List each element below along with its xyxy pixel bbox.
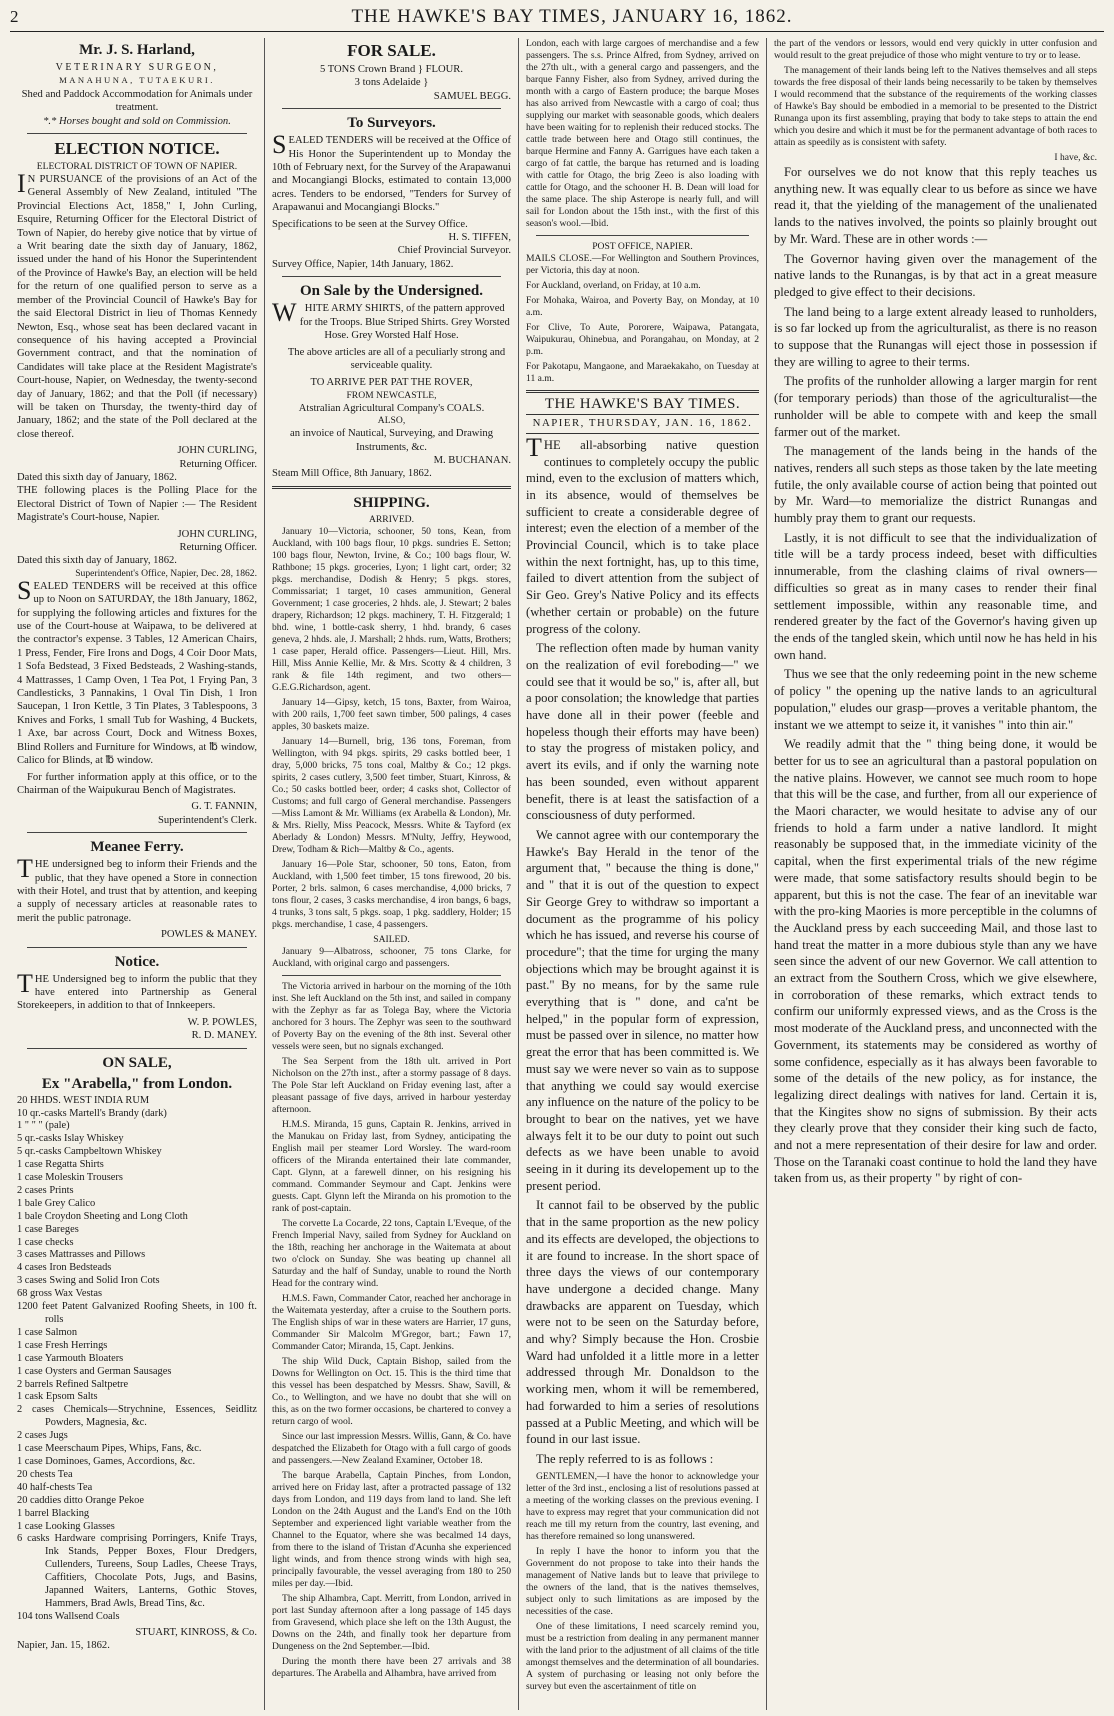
editorial-paragraph: The land being to a large extent already leased to runholders, is so far locked up from the agriculturalist, as there is no reason to suppose that the Runangas will eject those in possession if they are willing to agree to their terms.: [774, 304, 1097, 369]
sale-item: 1 cask Epsom Salts: [17, 1391, 98, 1403]
shipping-news-item: During the month there have been 27 arrivals and 38 departures. The Arabella and Alhambra, have arrived from: [272, 1655, 511, 1679]
shipping-news-item: H.M.S. Fawn, Commander Cator, reached her anchorage in the Waitemata yesterday, after a cruise to the Southern ports. The English ships of war in these waters are Harrier, 17 guns, Commander Sir Malcolm M'Gregor, bart.; Fawn 17, Commander Cator; Miranda, 15, Capt. Jenkins.: [272, 1292, 511, 1352]
sale-item: 1 case Meerschaum Pipes, Whips, Fans, &c.: [17, 1443, 202, 1455]
sale-item: 68 gross Wax Vestas: [17, 1288, 103, 1300]
editorial-body-continued: [774, 164, 1097, 1187]
column-3: [518, 38, 766, 1710]
sale-item: 104 tons Wallsend Coals: [17, 1610, 120, 1622]
sale-title: ON SALE,: [102, 1054, 172, 1071]
editorial-body: [526, 432, 759, 1468]
mail-schedule-item: For Auckland, overland, on Friday, at 10 a.m.: [526, 280, 701, 291]
post-office-title: POST OFFICE, NAPIER.: [592, 241, 693, 252]
election-dated: Dated this sixth day of January, 1862.: [17, 471, 177, 483]
sale-item: 1 case Yarmouth Bloaters: [17, 1352, 124, 1364]
sale-item: 40 half-chests Tea: [17, 1481, 93, 1493]
newspaper-title: THE HAWKE'S BAY TIMES, JANUARY 16, 1862.: [351, 6, 793, 27]
post-mails: [526, 253, 759, 385]
surveyors-title: To Surveyors.: [347, 115, 436, 132]
tender-role: Superintendent's Clerk.: [157, 814, 257, 826]
sale-item: 1 case Oysters and German Sausages: [17, 1365, 172, 1377]
election-signer: JOHN CURLING,: [177, 445, 257, 457]
editorial-paragraph: We readily admit that the " thing being done, it would be better for us to see an agricultural than a pastoral population on the native plains. However, we cannot see much room to hope that this will be the case, and further, from all our experience of the Maori character, we would hesitate to advise any of our friends to hold a farm under a native landlord. It might reasonably be supposed that, in the immediate vicinity of the capital, when the first experimental trials of the new régime were made, that some satisfactory results should begin to be apparent, but this is not the case. The fear of an inevitable war with the pro-king Maories is more perceptible in the columns of the Auckland press by each succeeding Mail, and those last to hand treat the matter in a more dubious style than any we have seen since the advent of our new Governor. We call attention to an extract from the Southern Cross, which we give elsewhere, in corroboration of these remarks, which extract tends to confirm our uniformly expressed views, and as the Cross is the most moderate of the Auckland press, and unconnected with the Government, its statements may be considered as worthy of some confidence, especially as it has always been favorable to some of the details of the new policy, as for instance, the legalizing direct dealings with natives for land. Certain it is, that the Kingites show no signs of submission. By their acts they clearly prove that they consider their king such de facto, and not a mere representation of their desire for law and order. Those on the Taranaki coast continue to hold the land they have taken from us, as their property " by right of con-: [774, 737, 1097, 1186]
sale-item: 1 case Fresh Herrings: [17, 1339, 108, 1351]
arrive-from: FROM NEWCASTLE,: [346, 389, 437, 401]
divider: [27, 947, 247, 948]
sale-dated: Napier, Jan. 15, 1862.: [17, 1640, 110, 1652]
editorial-paragraph: Thus we see that the only redeeming point in the new scheme of policy " the opening up the native lands to an agricultural population," eludes our grasp—proves a veritable phantom, the instant we we attempt to seize it, it vanishes " into thin air.": [774, 667, 1097, 732]
ferry-title: Meanee Ferry.: [90, 839, 184, 856]
sale-item: 1 case Dominoes, Games, Accordions, &c.: [17, 1455, 196, 1467]
letter-body-continued: [774, 65, 1097, 149]
letter-paragraph: The management of their lands being left to the Natives themselves and all steps towards the free disposal of their lands being necessarily to be taken by themselves I would recommend that the substance of the requirements of the working classes of Hawke's Bay should be embodied in a memorial to be presented to the District Runanga upon its first assembling, praying that body to take steps to attain the end which you desire and which it must be for the permanent advantage of both races to attain as speedily as is consistent with safety.: [774, 65, 1097, 148]
harland-place: MANAHUNA, TUTAEKURI.: [59, 75, 215, 86]
letter-body: [526, 1471, 759, 1693]
notice-signer-2: R. D. MANEY.: [191, 1030, 257, 1042]
onsale-quality: The above articles are all of a peculiarly strong and serviceable quality.: [287, 346, 506, 371]
shipping-entry: January 10—Victoria, schooner, 50 tons, Kean, from Auckland, with 100 bags flour, 10 pkgs. sundries E. Setton; 100 bags flour, Newton, Irvine, & Co.; 100 bags flour, W. Rathbone; 15 pkgs. groceries, Lyon; 1 light cart, order; 32 pkgs. merchandise, Dodish & Henry; 5 pkgs. stores, Commissariat; 1 target, 10 cases ammunition, General Government; 1 case groceries, 2 hhds. ale, J. Stewart; 2 bales drapery, Richardson; 12 pkgs. machinery, T. H. Fitzgerald; 1 bhd. wine, 1 bottle-cask sherry, 1 hhd. brandy, 6 cases geneva, 2 hhds. ale, J. Marshall; 2 hhds. rum, Watts, Brothers; 1 case paper, Herald office. Passengers—Lieut. Hill, Mrs. Hill, Miss Annie Kellie, Mr. & Mrs. Scotty & 4 children, 3 rank & file 14th regiment, and two others—G.E.G.Richardson, agent.: [272, 525, 511, 693]
mail-schedule-item: For Pakotapu, Mangaone, and Maraekakaho, on Tuesday at 11 a.m.: [526, 361, 759, 384]
shipping-arrivals: [272, 526, 511, 931]
sale-signer: STUART, KINROSS, & Co.: [135, 1626, 257, 1638]
sale-item: 1 " " " (pale): [17, 1120, 70, 1132]
divider: [282, 276, 501, 277]
editorial-paragraph: The profits of the runholder allowing a larger margin for rent (for temporary periods) than those of the agriculturalist—the runholder will be able to compete with and keep the small farmer out of the market.: [774, 374, 1097, 439]
sale-item: 2 cases Jugs: [17, 1430, 68, 1442]
sale-item: 2 cases Prints: [17, 1184, 74, 1196]
divider: [282, 975, 501, 976]
arrive-dated: Steam Mill Office, 8th January, 1862.: [272, 468, 432, 480]
tender-signer: G. T. FANNIN,: [191, 801, 257, 813]
arrive-signer: M. BUCHANAN.: [433, 454, 511, 466]
mail-schedule-item: For Clive, To Aute, Pororere, Waipawa, Patangata, Waipukurau, Ohinebua, and Porangahau, on Monday, at 2 p.m.: [526, 322, 759, 357]
letter-paragraph: GENTLEMEN,—I have the honor to acknowledge your letter of the 3rd inst., enclosing a list of resolutions passed at a meeting of the working classes on the previous evening. I have to express may regret that your communication did not reach me till my return from the country, last evening, and has therefore remained so long unanswered.: [526, 1470, 759, 1542]
divider: [282, 108, 501, 109]
sale-item: 1 bale Grey Calico: [17, 1197, 96, 1209]
editorial-paragraph: THE all-absorbing native question continues to completely occupy the public mind, even to the exclusion of matters which, in its absence, would of themselves be sufficient to create a considerable degree of interest; even the election of a member of the Provincial Council, which is to take place within the next fortnight, has, up to this time, failed to divert attention from the subject of Sir Geo. Grey's Native Policy and its effects (whether certain or probable) on the future progress of the colony.: [526, 432, 759, 636]
polling-body: THE following places is the Polling Place for the Electoral District of Town of Napier :— The Resident Magistrate's Court-house, Napier.: [17, 485, 257, 524]
sale-item: 1 case Looking Glasses: [17, 1520, 115, 1532]
ferry-signer: POWLES & MANEY.: [160, 929, 257, 941]
columns: [10, 38, 1104, 1710]
shipping-title: SHIPPING.: [353, 494, 430, 511]
shipping-news-item: The ship Wild Duck, Captain Bishop, sailed from the Downs for Wellington on Oct. 15. This is the third time that this vessel has been despatched by Messrs. Shaw, Savill, & Co., to Wellington, and we have no doubt that she will on this, as on the two former occasions, be chartered to convey a return cargo of wool.: [272, 1355, 511, 1427]
shipping-arrived: ARRIVED.: [368, 513, 415, 525]
masthead: [10, 6, 1104, 32]
sale-item: 1 bale Croydon Sheeting and Long Cloth: [17, 1210, 188, 1222]
mail-schedule-item: MAILS CLOSE.—For Wellington and Southern Provinces, per Victoria, this day at noon.: [526, 253, 759, 276]
letter-continued: the part of the vendors or lessors, would end very quickly in utter confusion and would result to the great prejudice of those who might venture to try or to lease.: [774, 38, 1097, 61]
editorial-paragraph: The reply referred to is as follows :: [536, 1452, 714, 1466]
arrive-coals: Atstralian Agricultural Company's COALS.: [298, 402, 485, 414]
polling-dated: Dated this sixth day of January, 1862.: [17, 555, 177, 567]
election-title: ELECTION NOTICE.: [54, 139, 220, 159]
sale-item-list: [17, 1095, 257, 1624]
page-number: 2: [10, 7, 19, 26]
letter-close: I have, &c.: [1054, 152, 1097, 163]
sale-item: 1 case Regatta Shirts: [17, 1159, 104, 1171]
shipping-news-item: The barque Arabella, Captain Pinches, from London, arrived here on Friday last, after a protracted passage of 132 days from London, and 119 days from land to land. She left London on the 24th August and the Land's End on the 10th September and experienced light variable weather from the Channel to the Equator, where she was becalmed 14 days, from there to the island of Tristan d'Acunha she experienced light winds, and from thence strong winds with high sea, principally favourable, the vessel averaging from 180 to 250 miles per day.—Ibid.: [272, 1469, 511, 1589]
editorial-paragraph: For ourselves we do not know that this reply teaches us anything new. It was equally clear to us before as since we have read it, that the yielding of the management of the unalienated lands to the natives involved, the points so plainly brought out by Mr. Ward. These are in other words :—: [774, 165, 1097, 246]
editorial-paragraph: We cannot agree with our contemporary the Hawke's Bay Herald in the tenor of the argument that, " because the thing is done," and " that it is out of the question to expect Sir George Grey to withdraw so important a document as the programme of his policy which he has issued, and reverse his course of procedure"; that the time for urging the many objections which may be brought against it is past." By no means, for by the same rule everything that is " done, and ca'nt be helped," in the popular form of expression, must be passed over in silence, no matter how great the error that has been committed is. We must say we were never so vain as to suppose that anything we could say would exercise any influence on the nature of the policy to be brought to bear on the natives, yet we have always felt it to be our duty to point out such defects as we have been unable to avoid seeing in it during its developement up to the present period.: [526, 827, 759, 1193]
surveyors-signer: H. S. TIFFEN,: [448, 232, 511, 244]
notice-title: Notice.: [114, 953, 160, 970]
onsale-body: WHITE ARMY SHIRTS, of the pattern approved for the Troops. Blue Striped Shirts. Grey Worsted Hose. Grey Worsted Half Hose.: [272, 298, 510, 342]
shipping-continued: London, each with large cargoes of merchandise and a few passengers. The s.s. Prince Alfred, from Sydney, arrived on the 27th ult., with a general cargo and passengers, and the barque Fanny Fisher, also from Sydney, arrived during the month with a cargo of Eastern produce; the barque Moses has also arrived from Newcastle with a cargo of coal; thus supplying our market with seasonable goods, which dealers have been waiting for to replenish their reduced stocks. The cattle trade between here and Otago still continues, the barque Hermine and Fanny A. Garrigues have each taken a cargo of fat cattle, the barque has returned and is loading with cattle for Otago, the brig Zeeo is also loading with cattle for Otago, and the schooner H. B. Dean will load for the same place. The ship Asterope is nearly full, and will sail for London about the 15th inst., with the first of this season's wool.—Ibid.: [526, 38, 759, 229]
column-1: [10, 38, 264, 1710]
arrive-invoice: an invoice of Nautical, Surveying, and Drawing Instruments, &c.: [290, 428, 493, 453]
shipping-sailed-entry: January 9—Albatross, schooner, 75 tons Clarke, for Auckland, with original cargo and passengers.: [272, 945, 511, 969]
shipping-news-item: The corvette La Cocarde, 22 tons, Captain L'Eveque, of the French Imperial Navy, sailed from Sydney for Auckland on the 18th, reaching her anchorage in the Waitemata at about two o'clock on Sunday. She was beating up channel all Saturday and the half of Sunday, unable to round the North Head for the contrary wind.: [272, 1217, 511, 1289]
divider: [27, 832, 247, 833]
letter-paragraph: One of these limitations, I need scarcely remind you, must be a restriction from dealing in any permanent manner with the land prior to the adjustment of all claims of the title amongst themselves and the determination of all boundaries. A system of purchasing or leasing not only before the survey but even the ascertainment of title on: [526, 1620, 759, 1692]
tender-body: SEALED TENDERS will be received at this office up to Noon on SATURDAY, the 18th January, 1862, for supplying the following articles and fixtures for the use of the Court-house at Waipawa, to be delivered at the contractor's expense. 3 Tables, 12 American Chairs, 1 Press, Fender, Fire Irons and Dogs, 4 Coir Door Mats, 1 Sofa Bedstead, 3 Fixed Bedsteads, 2 Washing-stands, 4 Mattrasses, 1 Camp Oven, 1 Tea Pot, 1 Frying Pan, 3 Candlesticks, 3 Pannakins, 1 Oval Tin Dish, 1 Iron Saucepan, 1 Iron Kettle, 3 Tin Plates, 3 Tablespoons, 3 Knives and Forks, 1 small Tub for Washing, 4 Buckets, 1 Axe, bar across Court, Dock and Witness Boxes, Blind Rollers and Furniture for Windows, at ℔ window, Calico for Blinds, at ℔ window.: [17, 575, 257, 767]
forsale-title: FOR SALE.: [347, 41, 436, 60]
shipping-news-item: Since our last impression Messrs. Willis, Gann, & Co. have despatched the Elizabeth for Otago with a full cargo of goods and passengers.—New Zealand Examiner, October 18.: [272, 1430, 511, 1466]
onsale-title: On Sale by the Undersigned.: [300, 283, 483, 300]
editorial-paragraph: The management of the lands being in the hands of the natives, renders all such steps as those taken by the late meeting futile, the only available course of action being that pointed out by Mr. Ward—to memorialize the district Runangas and humbly pray them to grant our requests.: [774, 444, 1097, 526]
editorial-date: NAPIER, THURSDAY, JAN. 16, 1862.: [526, 414, 759, 433]
ferry-body: THE undersigned beg to inform their Friends and the public, that they have opened a Store in connection with their Hotel, and trust that by attention, and keeping a supply of necessary articles at reasonable rates to merit the public patronage.: [17, 854, 257, 924]
sale-item: 5 qr.-casks Islay Whiskey: [17, 1133, 124, 1145]
election-body: IN PURSUANCE of the provisions of an Act of the General Assembly of New Zealand, intituled "The Provincial Elections Act, 1858," I, John Curling, Esquire, Returning Officer for the Electoral District of Town of Napier, do hereby give notice that by virtue of a Writ bearing date the sixth day of January, 1862, issued under the hand of his Honor the Superintendent of the Province of Hawke's Bay, an election will be held for the return of one qualified person to serve as a member of the Provincial Council of Hawke's Bay for the said Electoral District in lieu of Thomas Kennedy Newton, Esq., whose seat has been declared vacant in consequence of his having accepted a Provincial Government contract, and that the nomination of Candidates will take place at the Resident Magistrate's Court-house, Napier, on Wednesday, the twenty-second day of January, 1862; and that the Poll (if necessary) will be taken on Thursday, the twenty-third day of January, 1862; and the state of the Poll declared at the close thereof.: [17, 169, 257, 440]
harland-horses: *.* Horses bought and sold on Commission.: [43, 115, 231, 127]
editorial-paragraph: It cannot fail to be observed by the public that in the same proportion as the new policy and its effects are developed, the objections to it are found to increase. In the short space of three days the views of our contemporary have undergone a decided change. Many drawbacks are apparent on Tuesday, which were not to be seen on the Saturday before, and why? Simply because the Hon. Crosbie Ward had unfolded it a little more in a letter addressed through Mr. Donaldson to the working men, whom it will be remembered, had forwarded to him a series of resolutions passed at a Public Meeting, and which will be found in our last issue.: [526, 1198, 759, 1447]
editorial-paragraph: The reflection often made by human vanity on the realization of evil foreboding—" we could see that it would be so," is, after all, but a poor consolation; the knowledge that parties have done all in their power (feeble and hopeless though their efforts may have been) to stay the progress of mistaken policy, and avert its evils, and if only the warning note has been sounded, even without apparent benefit, there is at least the satisfaction of a consciousness of duty performed.: [526, 641, 759, 823]
polling-signer: JOHN CURLING,: [177, 528, 257, 540]
mail-schedule-item: For Mohaka, Wairoa, and Poverty Bay, on Monday, at 10 a.m.: [526, 295, 759, 318]
column-4: [766, 38, 1104, 1710]
shipping-entry: January 14—Burnell, brig, 136 tons, Foreman, from Wellington, with 94 pkgs. spirits, 29 casks bottled beer, 1 dray, 5,000 bricks, 75 tons coal, Maltby & Co.; 12 pkgs. spirits, 2 cases cutlery, 3,500 feet timber, Stuart, Kinross, & Co.; 50 casks bottled beer, order; 4 casks shot, Collector of Customs; and full cargo of General merchandise. Passengers—Miss Lamont & Mr. Williams (ex Arabella & London), Mr. & Mrs. Rielly, Miss Peacock, Messrs. White & Tayford (ex Aberlady & London) Messrs. M'Nulty, Jeffry, Heywood, Drew, Todham & Rich—Maltby & Co., agents.: [272, 735, 511, 855]
election-district: ELECTORAL DISTRICT OF TOWN OF NAPIER.: [36, 161, 238, 173]
arrive-also: ALSO,: [377, 415, 406, 427]
shipping-sailed: SAILED.: [373, 933, 410, 945]
sale-item: 2 barrels Refined Saltpetre: [17, 1378, 129, 1390]
surveyors-spec: Specifications to be seen at the Survey Office.: [272, 218, 468, 230]
arrive-title: TO ARRIVE PER PAT THE ROVER,: [310, 377, 473, 389]
divider: [27, 1048, 247, 1049]
shipping-news-item: The ship Alhambra, Capt. Merritt, from London, arrived in port last Sunday afternoon after a long passage of 145 days from Gravesend, which place she left on the 13th August, the Downs on the 24th, and finally took her departure from Dungeness on the 2nd September.—Ibid.: [272, 1592, 511, 1652]
sale-item: 2 cases Chemicals—Strychnine, Essences, Seidlitz Powders, Magnesia, &c.: [17, 1404, 257, 1429]
editorial-title: THE HAWKE'S BAY TIMES.: [544, 396, 741, 412]
shipping-entry: January 14—Gipsy, ketch, 15 tons, Baxter, from Wairoa, with 200 rails, 1,700 feet sawn timber, 500 palings, 4 cases apples, 30 baskets maize.: [272, 696, 511, 732]
sale-item: 1 case Bareges: [17, 1223, 79, 1235]
tender-office: Superintendent's Office, Napier, Dec. 28, 1862.: [75, 567, 257, 579]
polling-role: Returning Officer.: [179, 542, 257, 553]
sale-item: 1 case Salmon: [17, 1326, 78, 1338]
sale-item: 4 cases Iron Bedsteads: [17, 1262, 112, 1274]
forsale-line-1: 5 TONS Crown Brand } FLOUR.: [319, 64, 463, 75]
sale-item: 20 caddies ditto Orange Pekoe: [17, 1494, 144, 1506]
sale-item: 1 case Moleskin Trousers: [17, 1172, 123, 1184]
sale-item: 1 case checks: [17, 1236, 74, 1248]
sale-item: 10 qr.-casks Martell's Brandy (dark): [17, 1107, 167, 1119]
divider: [526, 390, 759, 393]
harland-name: Mr. J. S. Harland,: [79, 42, 195, 58]
divider: [27, 133, 247, 134]
letter-paragraph: In reply I have the honor to inform you that the Government do not propose to take into their hands the management of Native lands but to leave that privilege to the owners of the land, that is the natives themselves, subject only to such limitations as are imposed by the necessities of the case.: [526, 1545, 759, 1617]
sale-subtitle: Ex "Arabella," from London.: [41, 1075, 233, 1092]
sale-item: 20 chests Tea: [17, 1468, 73, 1480]
surveyors-role: Chief Provincial Surveyor.: [397, 245, 511, 257]
sale-item: 6 casks Hardware comprising Porringers, Knife Trays, Ink Stands, Pepper Boxes, Flour Dredgers, Cullenders, Tureens, Soup Ladles, Cheese Trays, Caffitiers, Chocolate Pots, Jugs, and Basins, Japanned Waiters, Lanterns, Gothic Stoves, Hammers, Brad Awls, Bread Tins, &c.: [17, 1533, 257, 1609]
divider: [272, 486, 511, 489]
shipping-news: [272, 981, 511, 1680]
sale-item: 5 qr.-casks Campbeltown Whiskey: [17, 1146, 162, 1158]
election-role: Returning Officer.: [179, 458, 257, 470]
column-2: [264, 38, 518, 1710]
notice-signer-1: W. P. POWLES,: [187, 1016, 257, 1028]
sale-item: 3 cases Swing and Solid Iron Cots: [17, 1275, 160, 1287]
shipping-news-item: The Sea Serpent from the 18th ult. arrived in Port Nicholson on the 27th inst., after a stormy passage of 8 days. The Pole Star left Auckland on Friday evening last, after a pleasant passage of five days, arrived in harbour yesterday afternoon.: [272, 1055, 511, 1115]
forsale-line-2: 3 tons Adelaide }: [354, 77, 429, 89]
divider: [536, 235, 749, 236]
sale-item: 1 barrel Blacking: [17, 1507, 90, 1519]
editorial-paragraph: The Governor having given over the management of the native lands to the Runangas, is by that act in a great measure pledged to give effect to their decisions.: [774, 251, 1097, 299]
sale-item: 1200 feet Patent Galvanized Roofing Sheets, in 100 ft. rolls: [17, 1301, 257, 1325]
harland-profession: VETERINARY SURGEON,: [55, 62, 219, 73]
tender-more: For further information apply at this office, or to the Chairman of the Waipukurau Bench of Magistrates.: [17, 771, 257, 796]
shipping-entry: January 16—Pole Star, schooner, 50 tons, Eaton, from Auckland, with 1,500 feet timber, 15 tons firewood, 20 bis. Porter, 2 brls. salmon, 6 cases merchandise, 4,000 bricks, 7 tons flour, 2 cases, 3 casks merchandise, 4 iron bangs, 6 bags, 4 trunks, 3 tons salt, 5 pkgs. soap, 1 pkg. saddlery, Holder; 15 pkgs. merchandise, 1 case, 4 passengers.: [272, 858, 511, 930]
sale-item: 3 cases Mattrasses and Pillows: [17, 1249, 146, 1261]
forsale-signer: SAMUEL BEGG.: [433, 90, 511, 102]
notice-body: THE Undersigned beg to inform the public that they have entered into Partnership as General Storekeepers, in addition to that of Innkeepers.: [17, 968, 257, 1012]
sale-item: 20 HHDS. WEST INDIA RUM: [17, 1094, 150, 1106]
shipping-news-item: The Victoria arrived in harbour on the morning of the 10th inst. She left Auckland on the 5th inst, and sailed in company with the Zephyr as far as Tolega Bay, where the Victoria anchored for 3 hours. The Zephyr was seen to the southward of Poverty Bay on the evening of the 8th inst. Several other vessels were seen, but no signals exchanged.: [272, 980, 511, 1052]
editorial-paragraph: Lastly, it is not difficult to see that the individualization of title will be a tardy process indeed, beset with difficulties innumerable, from the clashing claims of rival owners—difficulties so great as in many cases to render their final settlement impossible, within any reasonable time, and rendered greater by the fact of the Governor's having given up the ends of the tangled skein, which until now he has held in his own hand.: [774, 530, 1097, 662]
shipping-news-item: H.M.S. Miranda, 15 guns, Captain R. Jenkins, arrived in the Manukau on Friday last, from Sydney, anticipating the English mail per steamer Lord Worsley. The ward-room officers of the Miranda entertained their late commander, Capt. Glynn, at a farewell dinner, on his resigning his command. Commander Seymour and Capt. Jenkins were guests. Capt. Glynn left the Miranda on his promotion to the rank of post-captain.: [272, 1118, 511, 1214]
surveyors-dated: Survey Office, Napier, 14th January, 1862.: [272, 258, 454, 270]
harland-shed: Shed and Paddock Accommodation for Animals under treatment.: [21, 88, 253, 114]
surveyors-body: SEALED TENDERS will be received at the Office of His Honor the Superintendent up to Monday the 10th of February next, for the Survey of the Arapawanui and Mocangiangi Blocks, estimated to contain 13,000 acres. Tenders to be endorsed, "Tenders for Survey of Arapawanui and Mocangiangi Blocks.": [272, 130, 511, 214]
